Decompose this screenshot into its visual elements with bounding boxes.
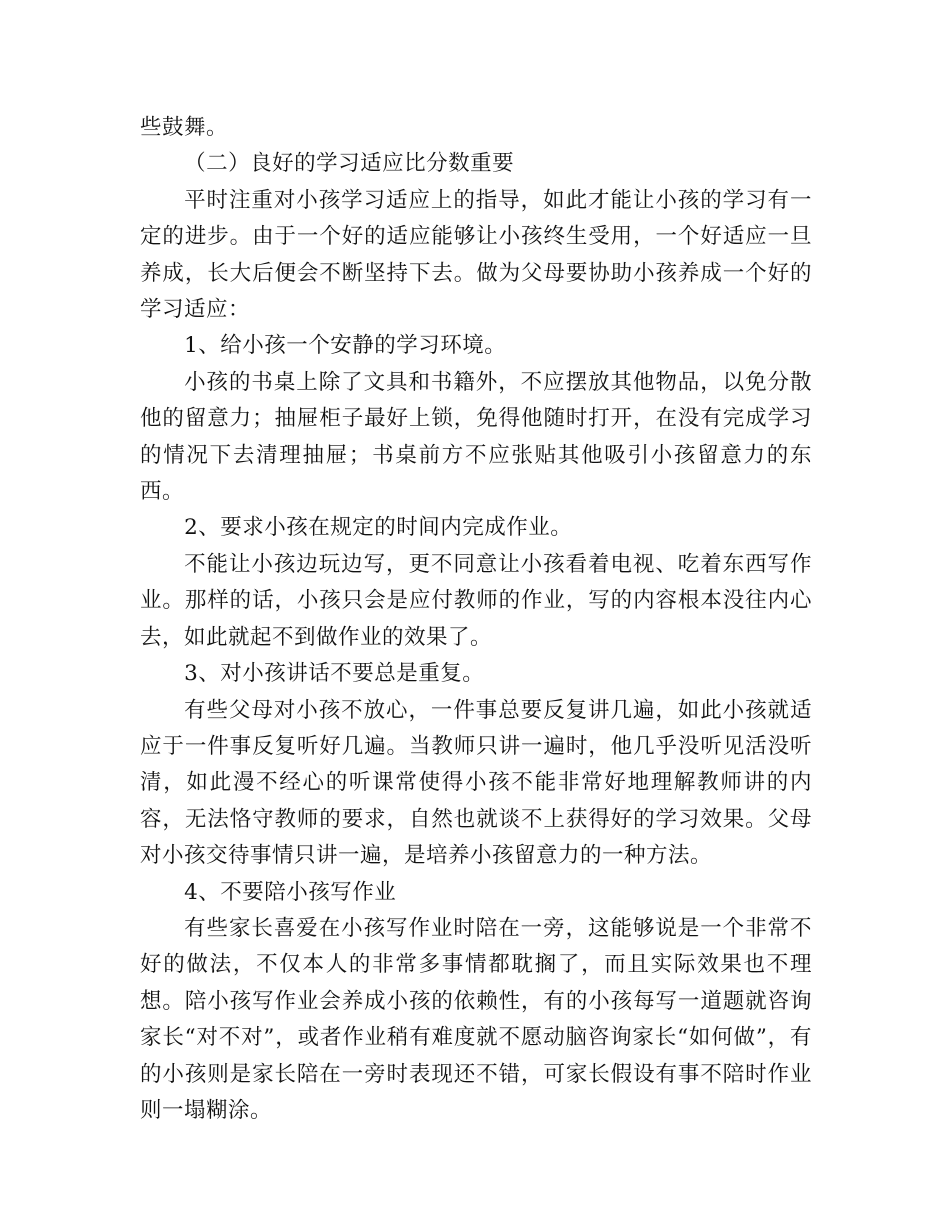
item-heading-1: 1、给小孩一个安静的学习环境。 [184,333,507,359]
item-heading-4: 4、不要陪小孩写作业 [184,879,397,905]
item-body-4: 有些家长喜爱在小孩写作业时陪在一旁，这能够说是一个非常不好的做法，不仅本人的非常多事情都耽搁了，而且实际效果也不理想。陪小孩写作业会养成小孩的依赖性，有的小孩每写一道题就咨询家长“对不对”，或者作业稍有难度就不愿动脑咨询家长“如何做”，有的小孩则是家长陪在一旁时表现还不错，可家长假设有事不陪时作业则一塌糊涂。 [140,915,813,1123]
section-heading: （二）良好的学习适应比分数重要 [184,151,515,177]
item-body-1: 小孩的书桌上除了文具和书籍外，不应摆放其他物品，以免分散他的留意力；抽屉柜子最好上锁，免得他随时打开，在没有完成学习的情况下去清理抽屉；书桌前方不应张贴其他吸引小孩留意力的东西。 [140,369,812,505]
paragraph-continuation: 些鼓舞。 [140,115,229,140]
paragraph-intro: 平时注重对小孩学习适应上的指导，如此才能让小孩的学习有一定的进步。由于一个好的适应能够让小孩终生受用，一个好适应一旦养成，长大后便会不断坚持下去。做为父母要协助小孩养成一个好的学习适应： [140,187,812,323]
item-body-3: 有些父母对小孩不放心，一件事总要反复讲几遍，如此小孩就适应于一件事反复听好几遍。当教师只讲一遍时，他几乎没听见活没听清，如此漫不经心的听课常使得小孩不能非常好地理解教师讲的内容，无法恪守教师的要求，自然也就谈不上获得好的学习效果。父母对小孩交待事情只讲一遍，是培养小孩留意力的一种方法。 [140,697,812,869]
item-heading-2: 2、要求小孩在规定的时间内完成作业。 [184,515,573,541]
item-body-2: 不能让小孩边玩边写，更不同意让小孩看着电视、吃着东西写作业。那样的话，小孩只会是应付教师的作业，写的内容根本没往内心去，如此就起不到做作业的效果了。 [140,551,812,650]
document-body [140,110,812,1129]
item-heading-3: 3、对小孩讲话不要总是重复。 [184,661,485,687]
